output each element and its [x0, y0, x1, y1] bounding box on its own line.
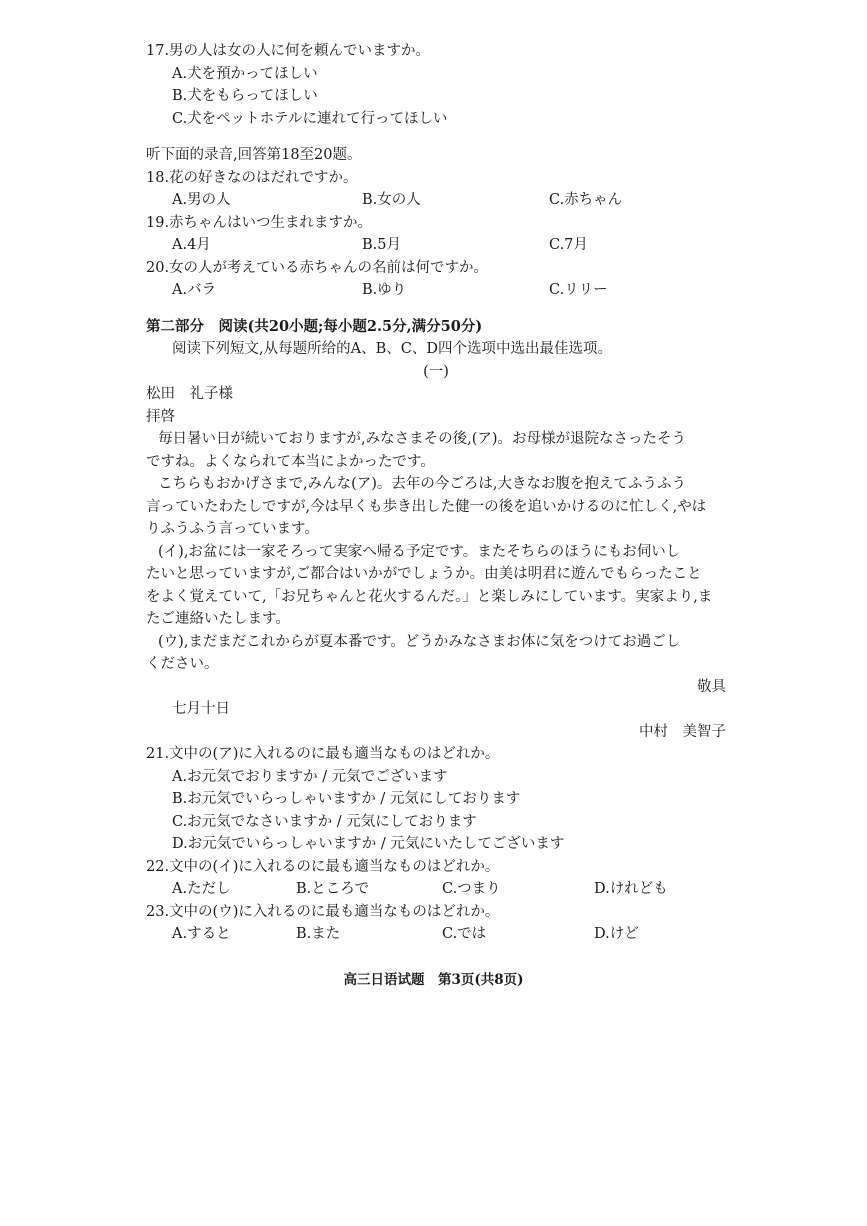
q23-option-c: C.では: [442, 926, 487, 942]
q22-option-b: B.ところで: [296, 881, 370, 897]
q22-option-d: D.けれども: [594, 881, 668, 897]
letter-paragraph-4: (ウ),まだまだこれからが夏本番です。どうかみなさまお体に気をつけてお過ごし ください。: [146, 633, 681, 672]
q22-option-a: A.ただし: [172, 881, 231, 897]
q19-option-c: C.7月: [549, 237, 588, 253]
q19-options: [146, 234, 726, 257]
letter-addressee: 松田 礼子様: [146, 386, 233, 402]
q18-option-c: C.赤ちゃん: [549, 192, 623, 208]
q20-option-b: B.ゆり: [362, 282, 407, 298]
q23-stem: 23.文中の(ウ)に入れるのに最も適当なものはどれか。: [146, 903, 500, 920]
part2-instruction: 阅读下列短文,从每题所给的A、B、C、D四个选项中选出最佳选项。: [172, 341, 612, 357]
q18-option-a: A.男の人: [172, 192, 231, 208]
q17-option-c: C.犬をペットホテルに連れて行ってほしい: [172, 110, 448, 127]
instruction-18-20: 听下面的录音,回答第18至20题。: [146, 147, 362, 163]
q20-stem: 20.女の人が考えている赤ちゃんの名前は何ですか。: [146, 259, 489, 276]
q18-stem: 18.花の好きなのはだれですか。: [146, 169, 358, 186]
letter-paragraph-1: 毎日暑い日が続いておりますが,みなさまその後,(ア)。お母様が退院なさったそう ですね。よくなられて本当によかったです。: [146, 431, 687, 470]
section-title: (一): [423, 363, 449, 380]
q19-option-a: A.4月: [172, 237, 211, 253]
part2-heading: 第二部分 阅读(共20小题;每小题2.5分,满分50分): [146, 317, 483, 335]
letter-date: 七月十日: [172, 701, 230, 717]
q21-stem: 21.文中の(ア)に入れるのに最も適当なものはどれか。: [146, 746, 500, 762]
letter-closing: 敬具: [697, 678, 726, 695]
q21-option-a: A.お元気でおりますか / 元気でございます: [172, 768, 448, 785]
q17-stem: 17.男の人は女の人に何を頼んでいますか。: [146, 43, 431, 59]
exam-page: [146, 40, 726, 946]
q21-option-d: D.お元気でいらっしゃいますか / 元気にいたしてございます: [172, 836, 565, 852]
q18-options: [146, 189, 726, 212]
letter-paragraph-3: (イ),お盆には一家そろって実家へ帰る予定です。またそちらのほうにもお伺いし たいと思っていますが,ご都合はいかがでしょうか。由美は明君に遊んでもらったこと をよく覚えていて,「お兄ちゃんと花火するんだ。」と楽しみにしています。実家より,ま たご連絡いたします。: [146, 543, 713, 627]
q22-option-c: C.つまり: [442, 881, 501, 897]
q23-option-d: D.けど: [594, 926, 639, 942]
q20-options: [146, 279, 726, 302]
q21-option-c: C.お元気でなさいますか / 元気にしております: [172, 813, 477, 830]
q22-options: [146, 878, 726, 901]
page-footer: 高三日语试题 第3页(共8页): [343, 972, 524, 988]
q23-option-a: A.すると: [172, 926, 231, 942]
q17-option-a: A.犬を預かってほしい: [172, 65, 318, 82]
q21-option-b: B.お元気でいらっしゃいますか / 元気にしております: [172, 791, 521, 807]
letter-sender: 中村 美智子: [639, 723, 726, 740]
q23-options: [146, 923, 726, 946]
q19-option-b: B.5月: [362, 237, 401, 253]
letter-paragraph-2: こちらもおかげさまで,みんな(ア)。去年の今ごろは,大きなお腹を抱えてふうふう 言っていたわたしですが,今は早くも歩き出した健一の後を追いかけるのに忙しく,やは りふうふう言っています。: [146, 476, 707, 537]
letter-opening: 拝啓: [146, 408, 175, 425]
q19-stem: 19.赤ちゃんはいつ生まれますか。: [146, 214, 373, 231]
q23-option-b: B.また: [296, 926, 341, 942]
q20-option-c: C.リリー: [549, 282, 608, 298]
q17-option-b: B.犬をもらってほしい: [172, 88, 318, 104]
q22-stem: 22.文中の(イ)に入れるのに最も適当なものはどれか。: [146, 858, 500, 875]
q18-option-b: B.女の人: [362, 192, 421, 208]
q20-option-a: A.バラ: [172, 282, 217, 298]
